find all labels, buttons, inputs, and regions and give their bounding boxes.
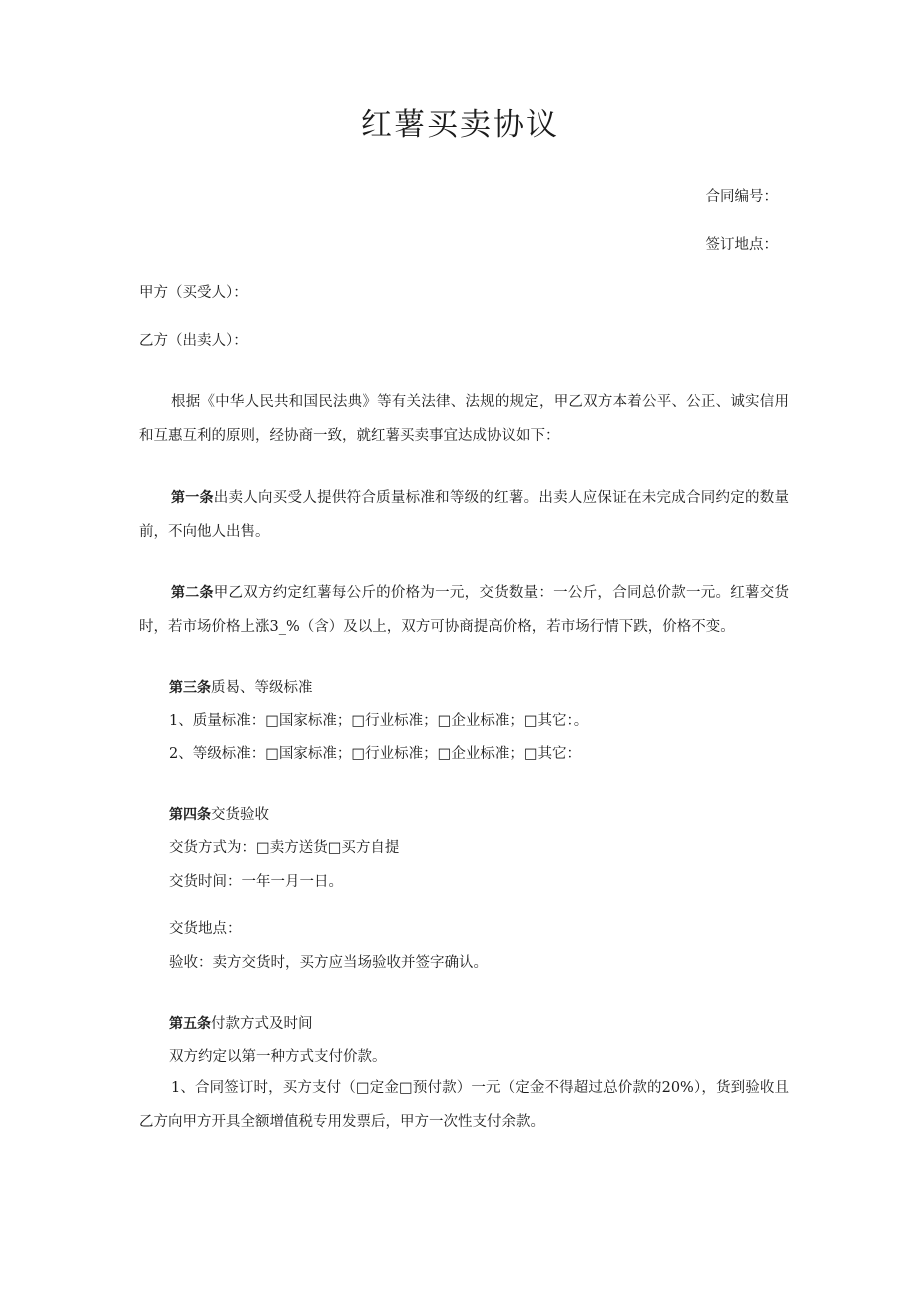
article-4-heading: 第四条 — [169, 807, 211, 823]
document-title: 红薯买卖协议 — [361, 107, 559, 143]
article-5-heading: 第五条 — [169, 1016, 211, 1032]
party-a-label: 甲方（买受人）： — [139, 285, 248, 301]
payment-item-1-paragraph: 1、合同签订时，买方支付（□定金□预付款）一元（定金不得超过总价款的20%），货到验收且乙方向甲方开具全额增值税专用发票后，甲方一次性支付余款。 — [139, 1080, 789, 1130]
signing-place-label: 签订地点： — [705, 237, 778, 253]
party-b-label: 乙方（出卖人）： — [139, 333, 248, 349]
article-1-heading: 第一条 — [171, 490, 214, 506]
delivery-place-line: 交货地点： — [169, 921, 242, 937]
article-2-text: 甲乙双方约定红薯每公斤的价格为一元，交货数量：一公斤，合同总价款一元。红薯交货时，若市场价格上涨3_%（含）及以上，双方可协商提高价格，若市场行情下跌，价格不变。 — [139, 585, 790, 635]
delivery-time-line: 交货时间：一年一月一日。 — [169, 874, 343, 890]
payment-intro-line: 双方约定以第一种方式支付价款。 — [169, 1049, 387, 1065]
article-1-paragraph — [139, 481, 789, 549]
article-2-heading: 第二条 — [171, 585, 214, 601]
article-3-title-line — [169, 677, 819, 699]
acceptance-line: 验收：卖方交货时，买方应当场验收并签字确认。 — [169, 955, 488, 971]
article-3-heading: 第三条 — [169, 680, 211, 696]
article-2-paragraph — [139, 576, 789, 644]
article-3-title: 质曷、等级标准 — [211, 680, 313, 696]
article-3-item-1: 1、质量标准：□国家标准；□行业标准；□企业标准；□其它：。 — [169, 713, 589, 729]
article-4-title-line — [169, 804, 819, 826]
preamble-paragraph: 根据《中华人民共和国民法典》等有关法律、法规的规定，甲乙双方本着公平、公正、诚实信用和互惠互利的原则，经协商一致，就红薯买卖事宜达成协议如下： — [139, 394, 789, 444]
article-5-title: 付款方式及时间 — [211, 1016, 313, 1032]
delivery-method-line: 交货方式为：□卖方送货□买方自提 — [169, 840, 400, 856]
article-1-text: 出卖人向买受人提供符合质量标准和等级的红薯。出卖人应保证在未完成合同约定的数量前，不向他人出售。 — [139, 490, 790, 540]
article-3-item-2: 2、等级标准：□国家标准；□行业标准；□企业标准；□其它： — [169, 746, 582, 762]
contract-number-label: 合同编号： — [705, 189, 778, 205]
article-4-title: 交货验收 — [211, 807, 269, 823]
article-5-title-line — [169, 1013, 819, 1035]
